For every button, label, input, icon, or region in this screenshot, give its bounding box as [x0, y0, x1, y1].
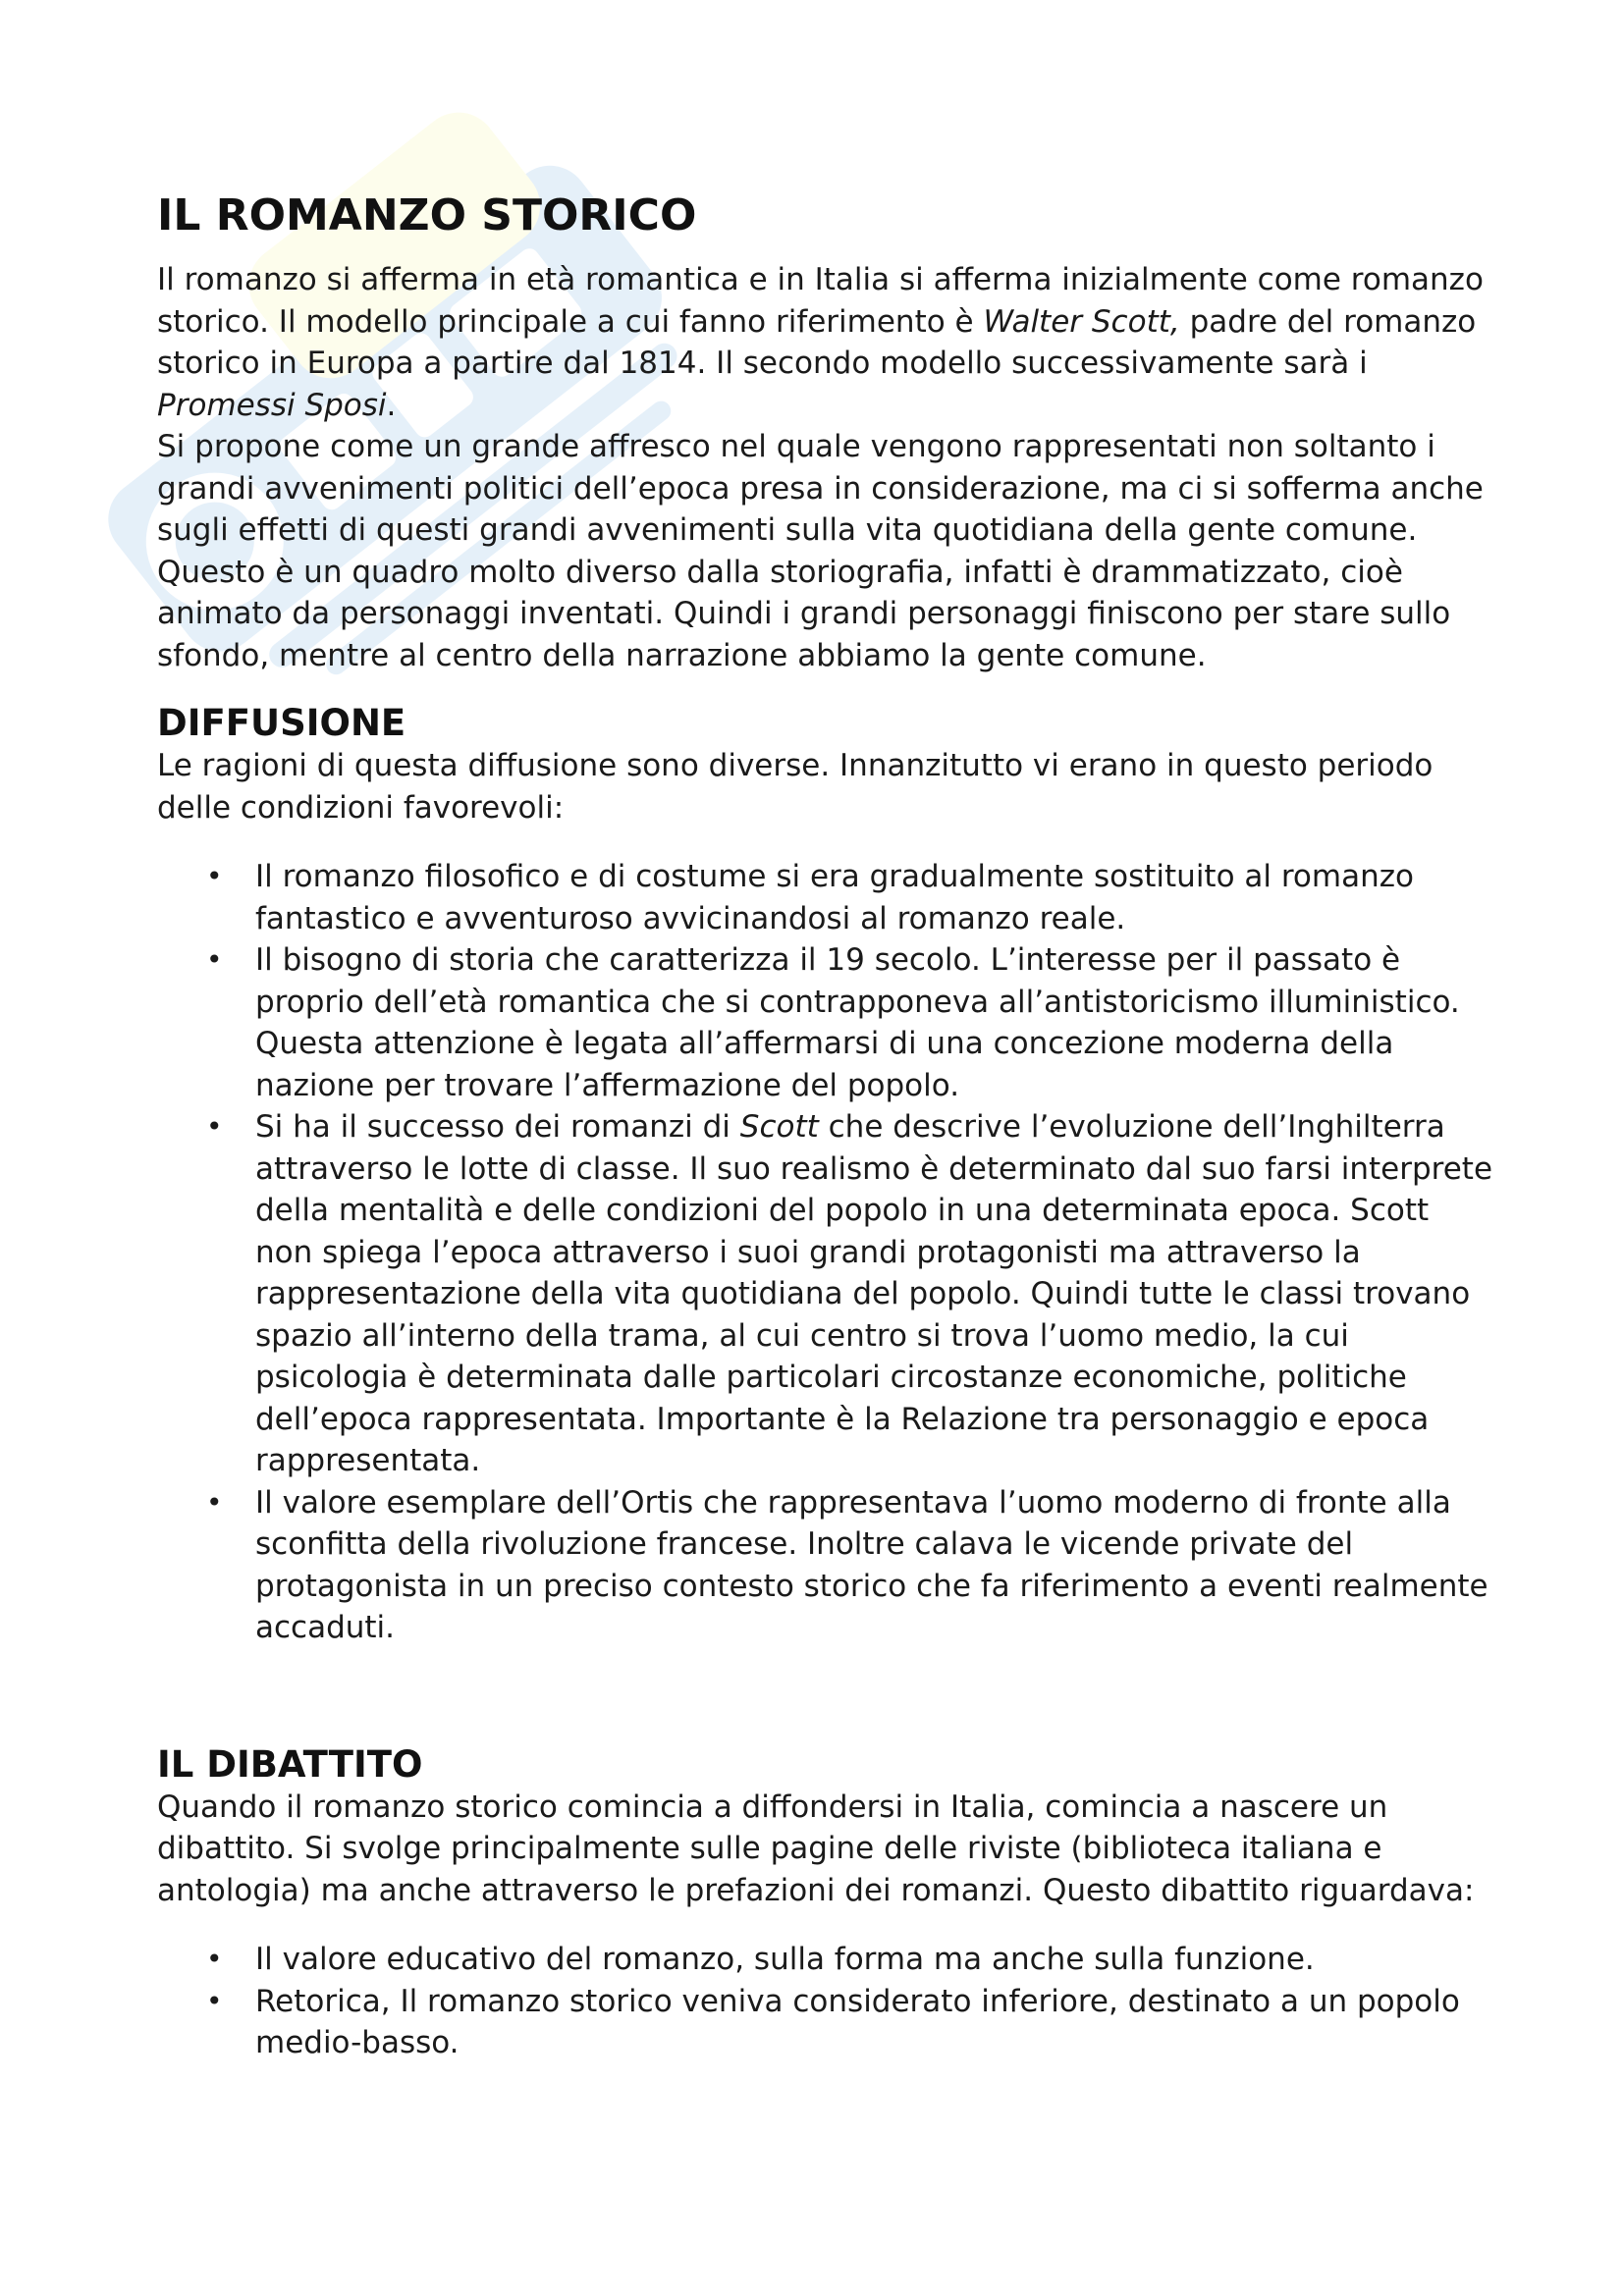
list-item-text: Retorica, Il romanzo storico veniva considerato inferiore, destinato a un popolo medio-basso. [255, 1983, 1460, 2060]
list-item-text: Il bisogno di storia che caratterizza il 19 secolo. L’interesse per il passato è proprio dell’età romantica che si contrapponeva all’antistoricismo illuministico. Questa attenzione è legata all’affermarsi di una concezione moderna della nazione per trovare l’affermazione del popolo. [255, 942, 1460, 1103]
dibattito-text: Quando il romanzo storico comincia a diffondersi in Italia, comincia a nascere un dibattito. Si svolge principalmente sulle pagine delle riviste (biblioteca italiana e antologia) ma anche attraverso le prefazioni dei romanzi. Questo dibattito riguardava: [157, 1789, 1475, 1908]
intro-text: . [386, 387, 397, 423]
bullet-icon: • [206, 1984, 223, 2017]
diffusione-list [157, 856, 1492, 1649]
list-item-text: che descrive l’evoluzione dell’Inghilterra attraverso le lotte di classe. Il suo realismo è determinato dal suo farsi interprete della mentalità e delle condizioni del popolo in una determinata epoca. Scott non spiega l’epoca attraverso i suoi grandi protagonisti ma attraverso la rappresentazione della vita quotidiana del popolo. Quindi tutte le classi trovano spazio all’interno della trama, al cui centro si trova l’uomo medio, la cui psicologia è determinata dalle particolari circostanze economiche, politiche dell’epoca rappresentata. Importante è la Relazione tra personaggio e epoca rappresentata. [255, 1109, 1493, 1478]
bullet-icon: • [206, 1943, 223, 1975]
list-item [157, 856, 1492, 939]
list-item-text: Si ha il successo dei romanzi di [255, 1109, 740, 1145]
document-page [157, 187, 1492, 2064]
list-item [157, 939, 1492, 1106]
bullet-icon: • [206, 1485, 223, 1519]
page-title: IL ROMANZO STORICO [157, 190, 697, 240]
intro-paragraph-2: Si propone come un grande affresco nel quale vengono rappresentati non soltanto i grandi avvenimenti politici dell’epoca presa in considerazione, ma ci si sofferma anche sugli effetti di questi grandi avvenimenti sulla vita quotidiana della gente comune. Questo è un quadro molto diverso dalla storiografia, infatti è drammatizzato, cioè animato da personaggi inventati. Quindi i grandi personaggi finiscono per stare sullo sfondo, mentre al centro della narrazione abbiamo la gente comune. [157, 429, 1484, 673]
dibattito-list [157, 1939, 1492, 2064]
list-item [157, 1106, 1492, 1482]
list-item [157, 1939, 1492, 1981]
list-item [157, 1981, 1492, 2064]
section-heading-dibattito: IL DIBATTITO [157, 1742, 423, 1786]
bullet-icon: • [206, 860, 223, 892]
bullet-icon: • [206, 943, 223, 976]
section-heading-diffusione: DIFFUSIONE [157, 702, 406, 744]
list-item-text: Il valore esemplare dell’Ortis che rappresentava l’uomo moderno di fronte alla sconfitta della rivoluzione francese. Inoltre calava le vicende private del protagonista in un preciso contesto storico che fa riferimento a eventi realmente accaduti. [255, 1484, 1488, 1645]
intro-text: padre del romanzo storico in Europa a partire dal 1814. Il secondo modello successivamente sarà i [157, 303, 1477, 381]
list-item-text: Il romanzo filosofico e di costume si era gradualmente sostituito al romanzo fantastico e avventuroso avvicinandosi al romanzo reale. [255, 859, 1414, 936]
work-title: Promessi Sposi [157, 387, 387, 423]
author-name: Walter Scott, [983, 303, 1180, 340]
list-item [157, 1482, 1492, 1649]
intro-text: Il romanzo si afferma in età romantica e in Italia si afferma inizialmente come romanzo storico. Il modello principale a cui fanno riferimento è [157, 262, 1484, 340]
diffusione-text: Le ragioni di questa diffusione sono diverse. Innanzitutto vi erano in questo periodo delle condizioni favorevoli: [157, 748, 1434, 826]
bullet-icon: • [206, 1110, 223, 1143]
author-name: Scott [739, 1109, 819, 1145]
list-item-text: Il valore educativo del romanzo, sulla forma ma anche sulla funzione. [255, 1942, 1315, 1977]
intro-paragraph-1 [157, 259, 1492, 426]
